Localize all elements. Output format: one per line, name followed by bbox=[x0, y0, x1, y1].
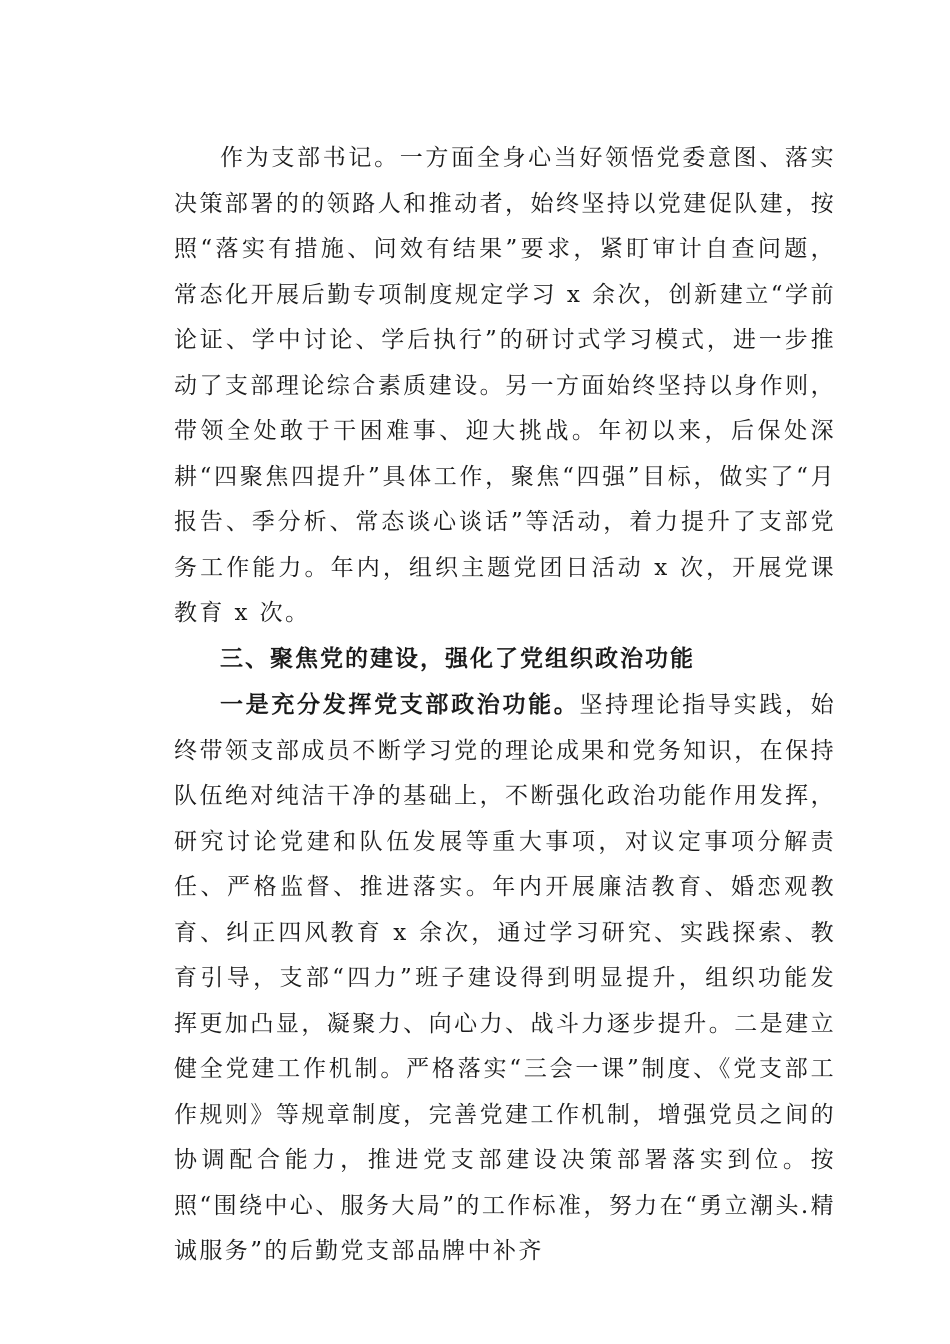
body-paragraph bbox=[174, 682, 836, 1275]
paragraph-lead: 一是充分发挥党支部政治功能。 bbox=[220, 691, 580, 718]
body-paragraph: 作为支部书记。一方面全身心当好领悟党委意图、落实决策部署的的领路人和推动者，始终坚持以党建促队建，按照“落实有措施、问效有结果”要求，紧盯审计自查问题，常态化开展后勤专项制度规定学习 x 余次，创新建立“学前论证、学中讨论、学后执行”的研讨式学习模式，进一步推动了支部理论综合素质建设。另一方面始终坚持以身作则，带领全处敢于干困难事、迎大挑战。年初以来，后保处深耕“四聚焦四提升”具体工作，聚焦“四强”目标，做实了“月报告、季分析、常态谈心谈话”等活动，着力提升了支部党务工作能力。年内，组织主题党团日活动 x 次，开展党课教育 x 次。 bbox=[174, 145, 836, 626]
document-body bbox=[174, 136, 836, 1275]
paragraph-body: 坚持理论指导实践，始终带领支部成员不断学习党的理论成果和党务知识，在保持队伍绝对纯洁干净的基础上，不断强化政治功能作用发挥，研究讨论党建和队伍发展等重大事项，对议定事项分解责任、严格监督、推进落实。年内开展廉洁教育、婚恋观教育、纠正四风教育 x 余次，通过学习研究、实践探索、教育引导，支部“四力”班子建设得到明显提升，组织功能发挥更加凸显，凝聚力、向心力、战斗力逐步提升。二是建立健全党建工作机制。严格落实“三会一课”制度、《党支部工作规则》等规章制度，完善党建工作机制，增强党员之间的协调配合能力，推进党支部建设决策部署落实到位。按照“围绕中心、服务大局”的工作标准，努力在“勇立潮头.精诚服务”的后勤党支部品牌中补齐 bbox=[174, 692, 837, 1264]
section-heading: 三、聚焦党的建设，强化了党组织政治功能 bbox=[220, 645, 695, 672]
